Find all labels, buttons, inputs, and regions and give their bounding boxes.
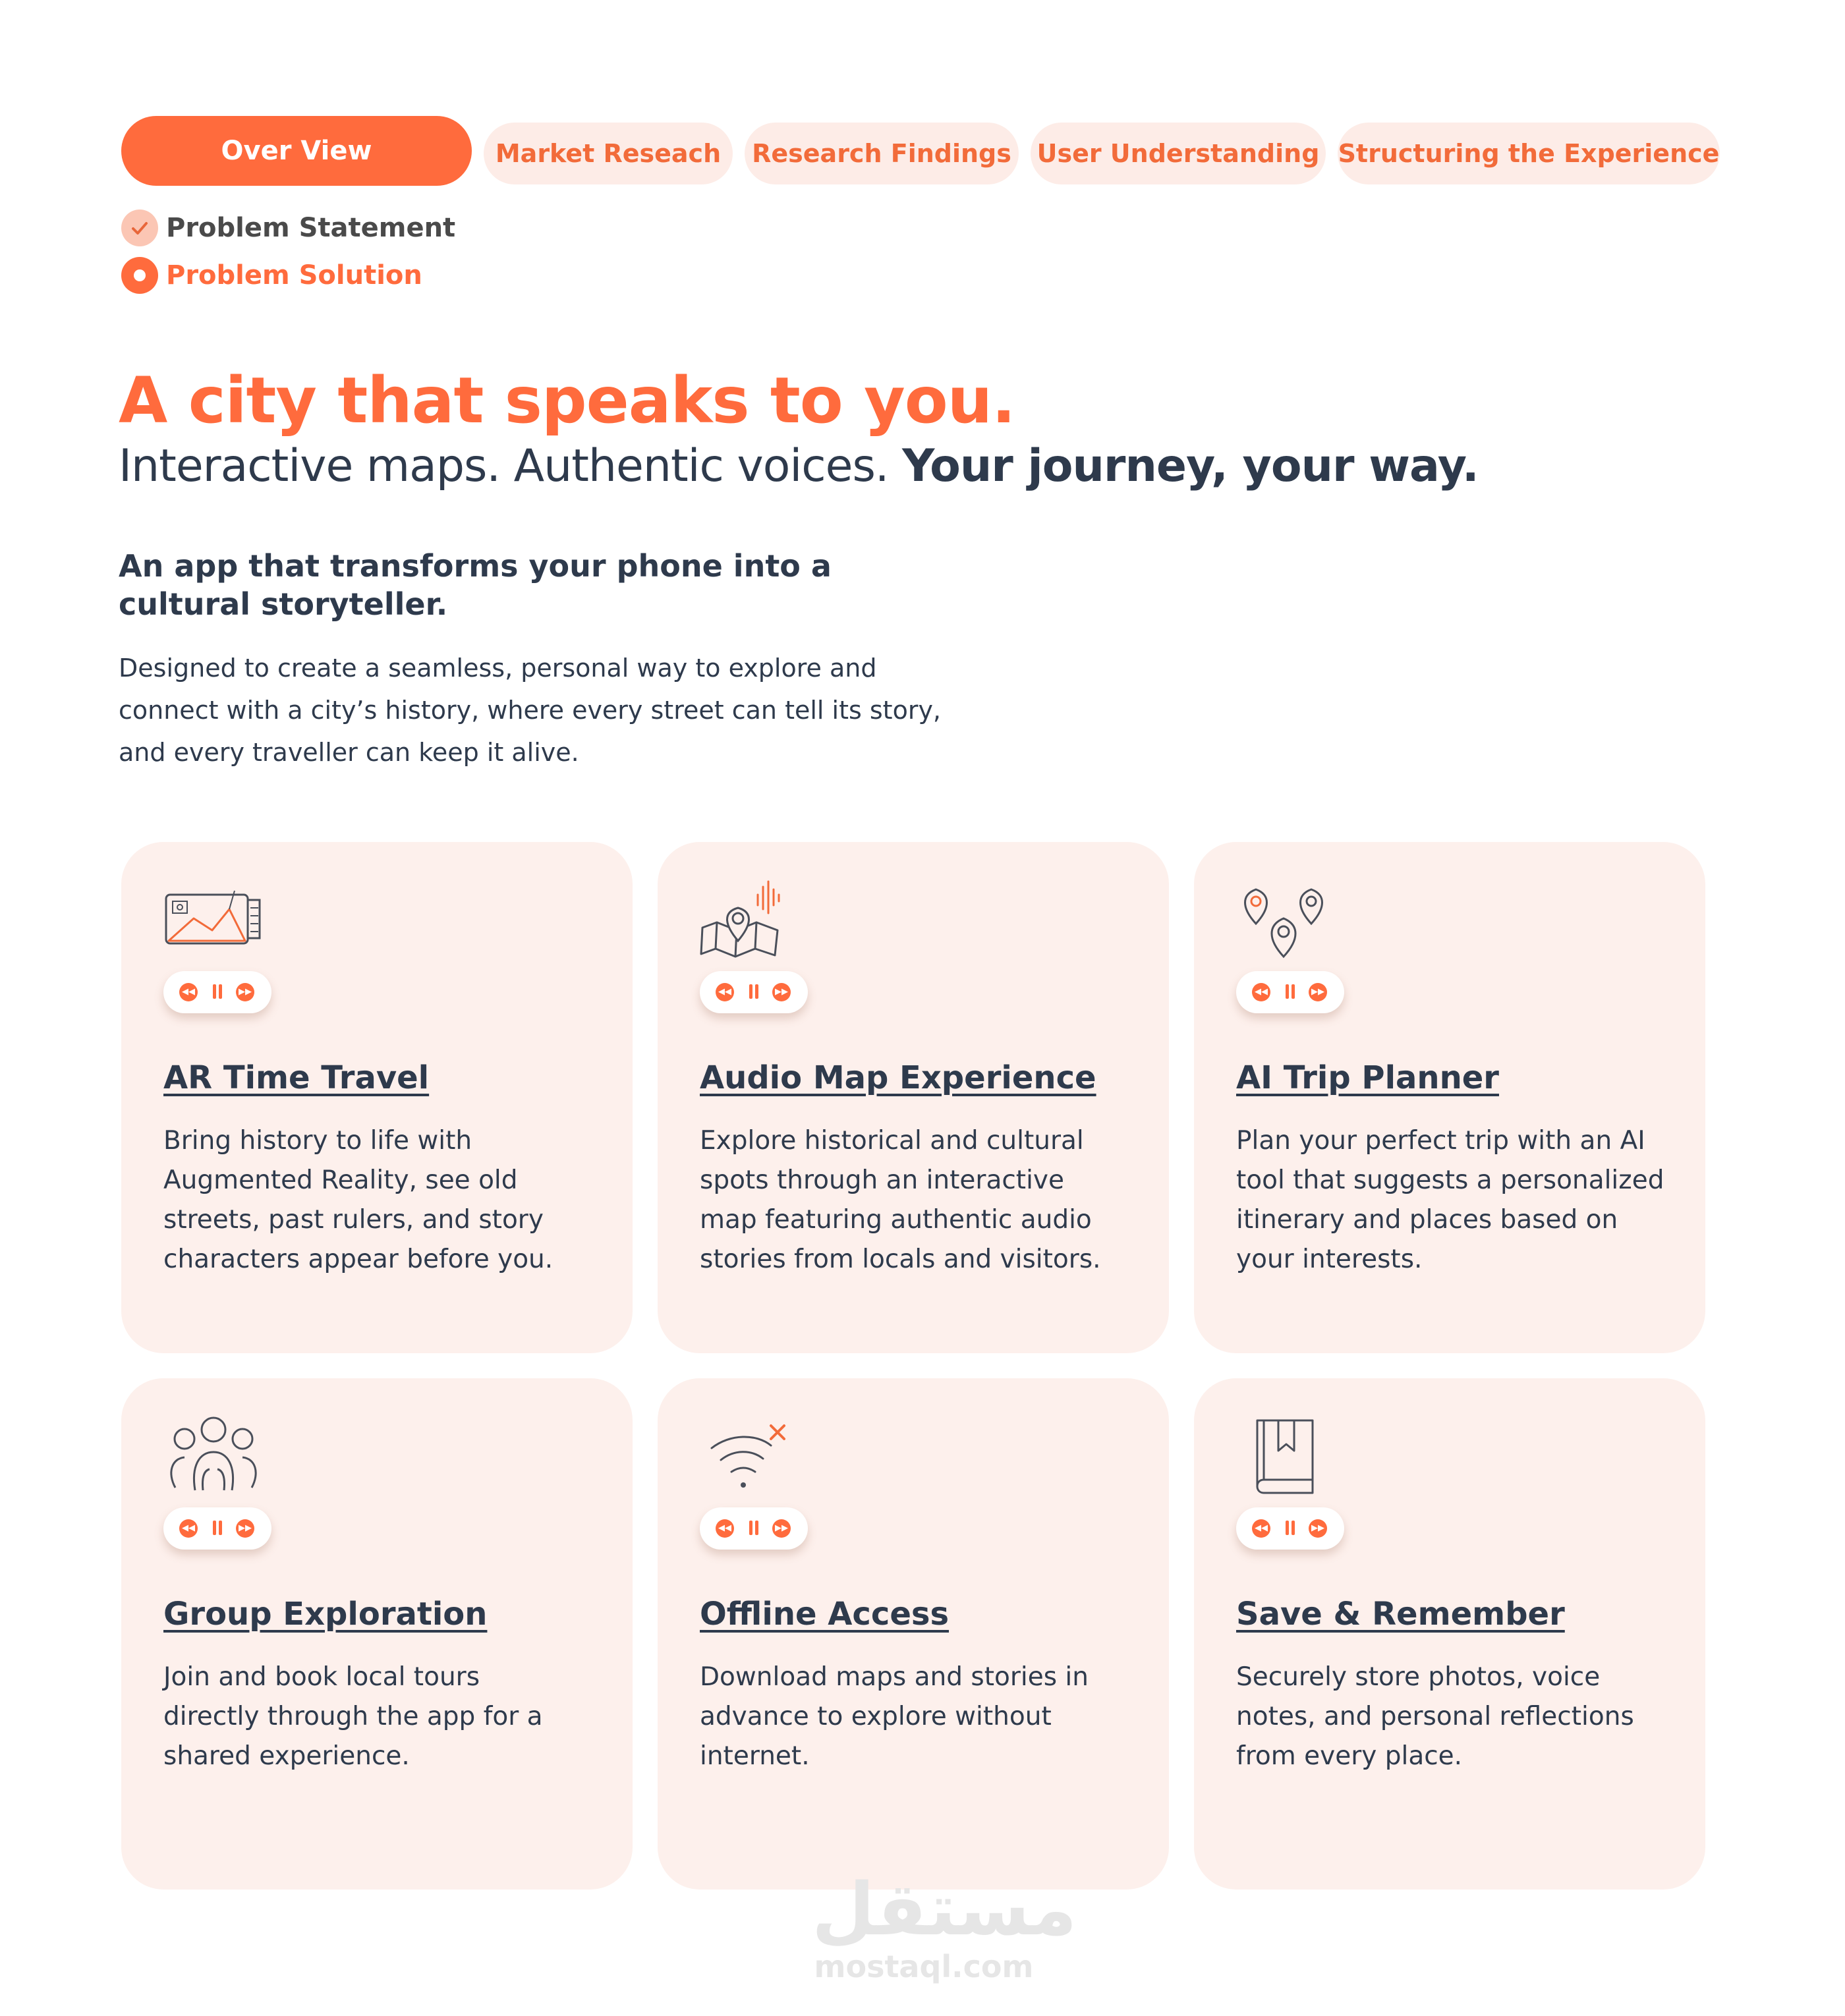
subtitle-bold: Your journey, your way. — [902, 440, 1479, 492]
tab-user-understanding[interactable]: User Understanding — [1031, 123, 1326, 184]
substep-problem-solution[interactable] — [121, 257, 422, 294]
feature-title[interactable]: AI Trip Planner — [1236, 1059, 1499, 1096]
watermark-latin: mostaql.com — [814, 1949, 1034, 1984]
feature-text: Bring history to life with Augmented Reality, see old streets, past rulers, and story characters appear before you. — [163, 1126, 554, 1274]
substep-problem-statement[interactable] — [121, 210, 455, 246]
wifi-off-icon — [697, 1411, 803, 1497]
pause-button[interactable] — [749, 1521, 759, 1536]
radio-dot-icon — [121, 257, 158, 294]
tab-structuring-experience[interactable]: Structuring the Experience — [1338, 123, 1720, 184]
lead-text: An app that transforms your phone into a cultural storyteller. — [119, 548, 832, 622]
substep-label: Problem Solution — [166, 260, 422, 291]
pause-button[interactable] — [212, 984, 223, 1000]
pause-button[interactable] — [749, 984, 759, 1000]
group-icon — [161, 1411, 266, 1497]
substep-label: Problem Statement — [166, 213, 456, 243]
audio-player — [700, 1507, 808, 1550]
watermark-logo — [812, 1867, 1077, 1984]
feature-card-ar-time-travel — [121, 842, 633, 1353]
description-text: Designed to create a seamless, personal way to explore and connect with a city’s history, where every street can tell its story, and every traveller can keep it alive. — [119, 654, 942, 767]
page-subtitle — [119, 440, 1479, 492]
feature-card-group-exploration — [121, 1378, 633, 1890]
section-tabs — [121, 116, 1729, 186]
feature-title[interactable]: Group Exploration — [163, 1596, 488, 1633]
feature-card-ai-trip-planner — [1194, 842, 1705, 1353]
feature-title[interactable]: Offline Access — [700, 1596, 950, 1633]
pause-button[interactable] — [1285, 1521, 1295, 1536]
tab-research-findings[interactable]: Research Findings — [745, 123, 1019, 184]
bookmark-book-icon — [1234, 1411, 1339, 1497]
rewind-button[interactable]: ◀◀ — [716, 983, 734, 1001]
ar-image-icon — [161, 875, 266, 961]
audio-map-icon — [697, 875, 803, 961]
pause-button[interactable] — [1285, 984, 1295, 1000]
page-title: A city that speaks to you. — [119, 364, 1015, 437]
audio-player — [163, 971, 271, 1013]
pause-button[interactable] — [212, 1521, 223, 1536]
rewind-button[interactable]: ◀◀ — [1252, 1519, 1270, 1538]
audio-player — [1236, 971, 1344, 1013]
tab-market-research[interactable]: Market Reseach — [484, 123, 733, 184]
audio-player — [163, 1507, 271, 1550]
feature-text: Download maps and stories in advance to explore without internet. — [700, 1662, 1089, 1771]
feature-text: Securely store photos, voice notes, and personal reflections from every place. — [1236, 1662, 1634, 1771]
feature-card-save-remember — [1194, 1378, 1705, 1890]
forward-button[interactable]: ▶▶ — [236, 1519, 254, 1538]
feature-text: Explore historical and cultural spots through an interactive map featuring authentic audio stories from locals and visitors. — [700, 1126, 1101, 1274]
check-icon — [121, 210, 158, 246]
audio-player — [1236, 1507, 1344, 1550]
forward-button[interactable]: ▶▶ — [236, 983, 254, 1001]
forward-button[interactable]: ▶▶ — [1309, 983, 1327, 1001]
feature-title[interactable]: Save & Remember — [1236, 1596, 1565, 1633]
location-pins-icon — [1234, 875, 1339, 961]
feature-text: Join and book local tours directly through the app for a shared experience. — [163, 1662, 543, 1771]
rewind-button[interactable]: ◀◀ — [179, 1519, 198, 1538]
subtitle-light: Interactive maps. Authentic voices. — [119, 440, 889, 492]
rewind-button[interactable]: ◀◀ — [1252, 983, 1270, 1001]
audio-player — [700, 971, 808, 1013]
rewind-button[interactable]: ◀◀ — [716, 1519, 734, 1538]
feature-card-audio-map — [658, 842, 1169, 1353]
forward-button[interactable]: ▶▶ — [1309, 1519, 1327, 1538]
feature-title[interactable]: AR Time Travel — [163, 1059, 430, 1096]
forward-button[interactable]: ▶▶ — [772, 1519, 791, 1538]
feature-text: Plan your perfect trip with an AI tool that suggests a personalized itinerary and places based on your interests. — [1236, 1126, 1664, 1274]
feature-title[interactable]: Audio Map Experience — [700, 1059, 1096, 1096]
feature-card-offline-access — [658, 1378, 1169, 1890]
forward-button[interactable]: ▶▶ — [772, 983, 791, 1001]
watermark-arabic: مستقل — [812, 1867, 1077, 1951]
tab-over-view[interactable]: Over View — [121, 116, 472, 186]
rewind-button[interactable]: ◀◀ — [179, 983, 198, 1001]
